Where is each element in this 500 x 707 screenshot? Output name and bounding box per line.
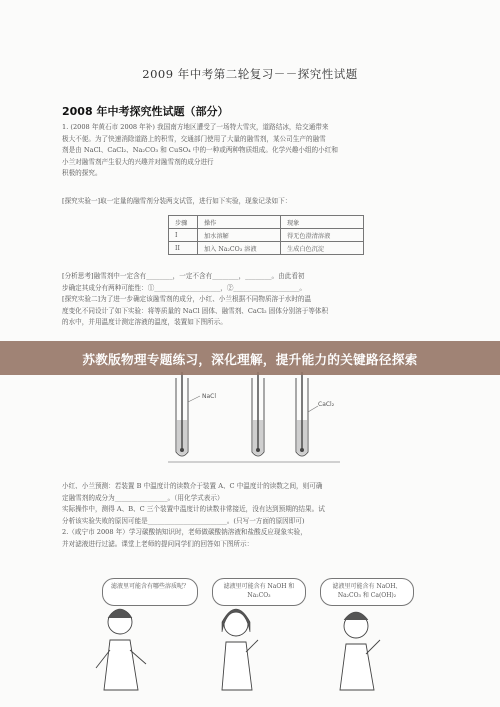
- section-heading: 2008 年中考探究性试题（部分）: [62, 105, 229, 118]
- text-line: 小兰对融雪剂产生很大的兴趣并对融雪剂的成分进行: [62, 157, 214, 166]
- table-header-cell: 步骤: [169, 216, 198, 229]
- text-line: 实际操作中，测得 A、B、C 三个装置中温度计的读数非常接近，没有达到预期的结果。试: [62, 505, 325, 514]
- student-cartoon-2: [340, 612, 380, 690]
- table-header-cell: 现象: [281, 216, 364, 229]
- table-cell: II: [169, 242, 198, 255]
- text-line: 1. (2008 年黄石市 2008 年补) 我国南方地区遭受了一场特大雪灾，道路结冰，给交通带来: [62, 123, 329, 131]
- speech-bubble-student-2: 滤液里可能含有 NaOH、Na₂CO₃ 和 Ca(OH)₂: [320, 578, 414, 606]
- student-cartoon-1: [222, 609, 258, 690]
- document-title: 2009 年中考第二轮复习－－探究性试题: [142, 67, 358, 81]
- table-header-cell: 操作: [198, 216, 281, 229]
- test-tube-b: [252, 372, 264, 456]
- table-cell: 加水溶解: [198, 229, 281, 242]
- text-line: 并对滤液进行过滤。课堂上老师的提问同学们的回答如下图所示：: [62, 539, 254, 548]
- test-tube-c: [296, 372, 308, 456]
- text-line: 剂是由 NaCl、CaCl₂、Na₂CO₃ 和 CuSO₄ 中的一种或两种物质组成。化学兴趣小组的小红和: [62, 146, 338, 155]
- teacher-cartoon: [96, 609, 146, 690]
- table-cell: 得无色澄清溶液: [281, 229, 364, 242]
- banner-text: 苏教版物理专题练习，深化理解，提升能力的关键路径探索: [82, 351, 418, 367]
- tube-c-label: CaCl₂: [318, 401, 335, 408]
- speech-bubble-teacher: 滤液里可能含有哪些溶质呢？: [102, 578, 198, 606]
- text-line: 小红、小兰预测：若装置 B 中温度计的读数介于装置 A、C 中温度计的读数之间，则可确: [62, 482, 323, 490]
- tube-a-label: NaCl: [202, 393, 217, 400]
- text-line: 步确定其成分有两种可能性：①____________________，②____________________。: [62, 283, 306, 292]
- title-banner: [0, 341, 500, 375]
- table-cell: I: [169, 229, 198, 242]
- question-cont-text: [62, 481, 442, 551]
- speech-bubble-student-1: 滤液里可能含有 NaOH 和 Na₂CO₃: [212, 578, 306, 606]
- text-line: [探究实验一]取一定量的融雪剂分装两支试管，进行如下实验，现象记录如下：: [62, 197, 292, 205]
- text-line: 分析该实验失败的原因可能是________________________。(只写一方面的原因即可): [62, 516, 305, 525]
- text-line: 极大不便。为了快速消除道路上的积雪，交通部门使用了大量的融雪剂，某公司生产的融雪: [62, 134, 326, 143]
- table-cell: 加入 Na₂CO₃ 溶液: [198, 242, 281, 255]
- test-tube-a: [176, 372, 188, 456]
- text-line: 2.（咸宁市 2008 年）学习碳酸钠知识时，老师做碳酸钠溶液和盐酸反应现象实验，: [62, 528, 307, 537]
- text-line: [探究实验二]为了进一步确定该融雪剂的成分，小红、小兰根据不同物质溶于水时的温: [62, 295, 312, 304]
- table-cell: 生成白色沉淀: [281, 242, 364, 255]
- text-line: 积极的探究。: [62, 169, 102, 178]
- text-line: 定融雪剂的成分为________________。（用化学式表示）: [62, 493, 224, 502]
- text-line: [分析思考]融雪剂中一定含有________，一定不含有________，________。由此看初: [62, 272, 305, 280]
- text-line: 的水中，并用温度计测定溶液的温度，装置如下图所示。: [62, 318, 227, 327]
- text-line: 度变化不同设计了如下实验：将等质量的 NaCl 固体、融雪剂、CaCl₂ 固体分别溶于等体积: [62, 306, 329, 315]
